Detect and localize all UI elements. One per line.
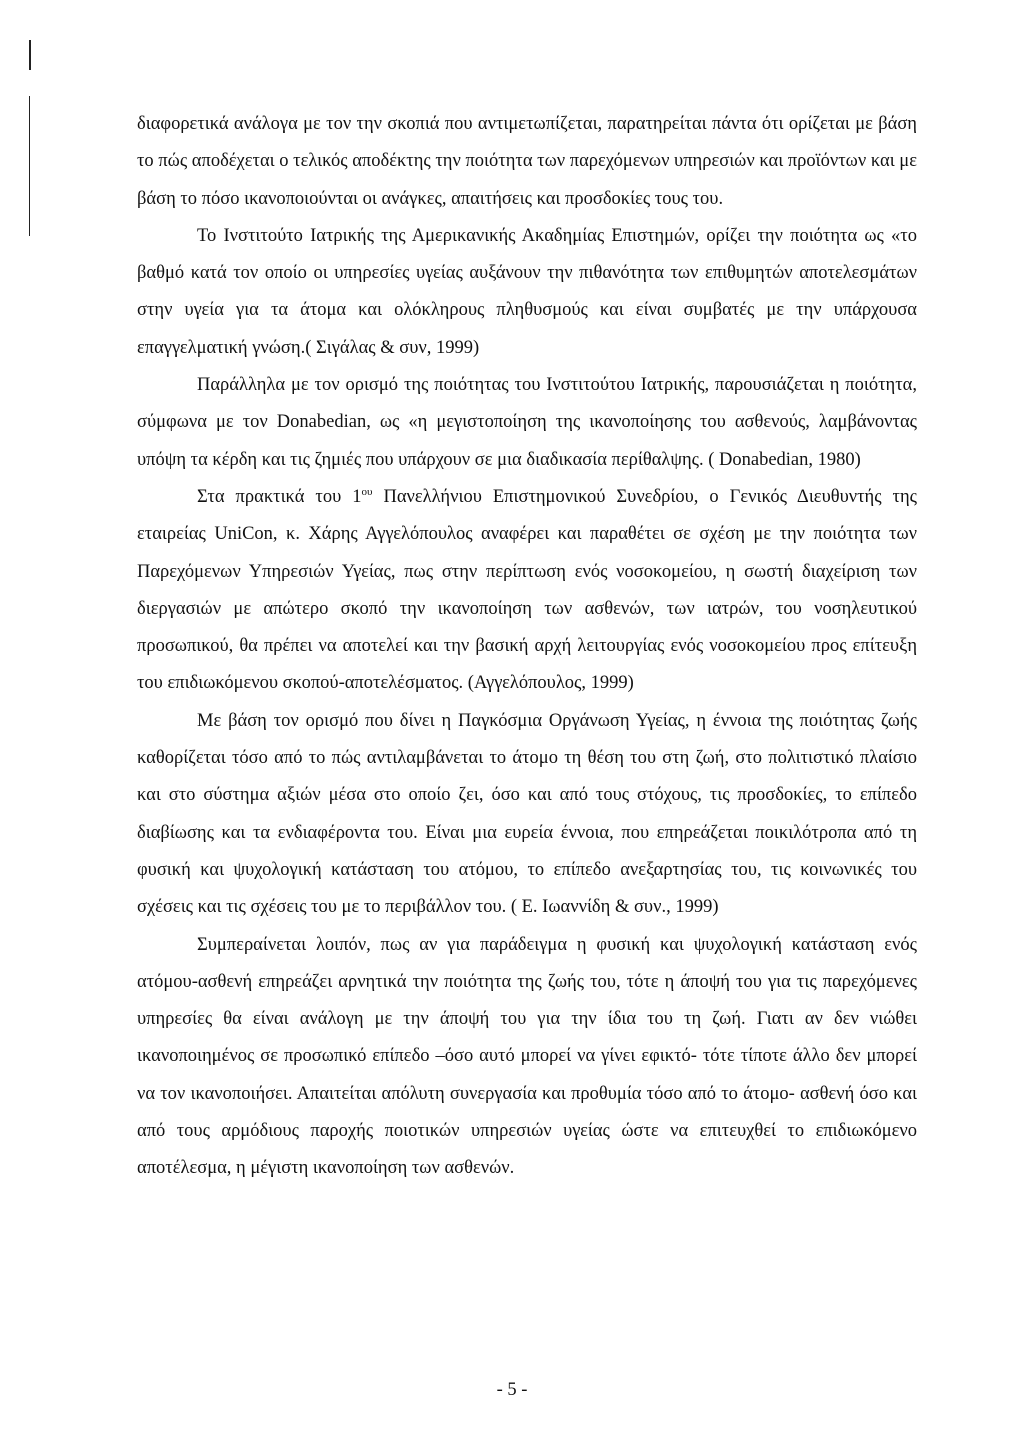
congress-text-rest: Πανελλήνιου Επιστημονικού Συνεδρίου, ο Γενικός Διευθυντής της εταιρείας UniCon, κ. Χάρης Αγγελόπουλος αναφέρει και παραθέτει σε σχέση με την ποιότητα των Παρεχόμενων Υπηρεσιών Υγείας, πως στην περίπτωση ενός νοσοκομείου, η σωστή διαχείριση των διεργασιών με απώτερο σκοπό την ικανοποίηση των ασθενών, των ιατρών, του νοσηλευτικού προσωπικού, θα πρέπει να αποτελεί και την βασική αρχή λειτουργίας ενός νοσοκομείου προς επίτευξη του επιδιωκόμενου σκοπού-αποτελέσματος. (Αγγελόπουλος, 1999): [137, 486, 917, 694]
paragraph-donabedian: Παράλληλα με τον ορισμό της ποιότητας του Ινστιτούτου Ιατρικής, παρουσιάζεται η ποιότητα, σύμφωνα με τον Donabedian, ως «η μεγιστοποίηση της ικανοποίησης του ασθενούς, λαμβάνοντας υπόψη τα κέρδη και τις ζημιές που υπάρχουν σε μια διαδικασία περίθαλψης. ( Donabedian, 1980): [137, 375, 917, 470]
scan-margin-line: [29, 40, 31, 70]
paragraph-conclusion: Συμπεραίνεται λοιπόν, πως αν για παράδειγμα η φυσική και ψυχολογική κατάσταση ενός ατόμου-ασθενή επηρεάζει αρνητικά την ποιότητα της ζωής του, τότε η άποψή του για τις παρεχόμενες υπηρεσίες θα είναι ανάλογη με την άποψή του για την ίδια του τη ζωή. Γιατι αν δεν νιώθει ικανοποιημένος σε προσωπικό επίπεδο –όσο αυτό μπορεί να γίνει εφικτό- τότε τίποτε άλλο δεν μπορεί να τον ικανοποιήσει. Απαιτείται απόλυτη συνεργασία και προθυμία τόσο από το άτομο- ασθενή όσο και από τους αρμόδιους παροχής ποιοτικών υπηρεσιών υγείας ώστε να επιτευχθεί το επιδιωκόμενο αποτέλεσμα, η μέγιστη ικανοποίηση των ασθενών.: [137, 934, 917, 1179]
paragraph-institute-of-medicine: Το Ινστιτούτο Ιατρικής της Αμερικανικής Ακαδημίας Επιστημών, ορίζει την ποιότητα ως «το βαθμό κατά τον οποίο οι υπηρεσίες υγείας αυξάνουν την πιθανότητα των επιθυμητών αποτελεσμάτων στην υγεία για τα άτομα και ολόκληρους πληθυσμούς και είναι συμβατές με την υπάρχουσα επαγγελματική γνώση.( Σιγάλας & συν, 1999): [137, 225, 917, 358]
paragraph-continuation: διαφορετικά ανάλογα με τον την σκοπιά που αντιμετωπίζεται, παρατηρείται πάντα ότι ορίζεται με βάση το πώς αποδέχεται ο τελικός αποδέκτης την ποιότητα των παρεχόμενων υπηρεσιών και προϊόντων και με βάση το πόσο ικανοποιούνται οι ανάγκες, απαιτήσεις και προσδοκίες τους του.: [137, 114, 917, 209]
document-page: [137, 106, 917, 1188]
paragraph-congress: [137, 479, 917, 703]
scan-margin-line: [29, 96, 30, 236]
congress-text-start: Στα πρακτικά του 1: [197, 486, 362, 507]
ordinal-superscript: ου: [361, 485, 373, 498]
page-number: - 5 -: [496, 1380, 528, 1400]
paragraph-who-definition: Με βάση τον ορισμό που δίνει η Παγκόσμια Οργάνωση Υγείας, η έννοια της ποιότητας ζωής καθορίζεται τόσο από το πώς αντιλαμβάνεται το άτομο τη θέση του στη ζωή, στο πολιτιστικό πλαίσιο και στο σύστημα αξιών μέσα στο οποίο ζει, όσο και από τους στόχους, τις προσδοκίες, το επίπεδο διαβίωσης και τα ενδιαφέροντα του. Είναι μια ευρεία έννοια, που επηρεάζεται ποικιλότροπα από τη φυσική και ψυχολογική κατάσταση του ατόμου, το επίπεδο ανεξαρτησίας του, τις κοινωνικές του σχέσεις και τις σχέσεις του με το περιβάλλον του. ( Ε. Ιωαννίδη & συν., 1999): [137, 710, 917, 918]
